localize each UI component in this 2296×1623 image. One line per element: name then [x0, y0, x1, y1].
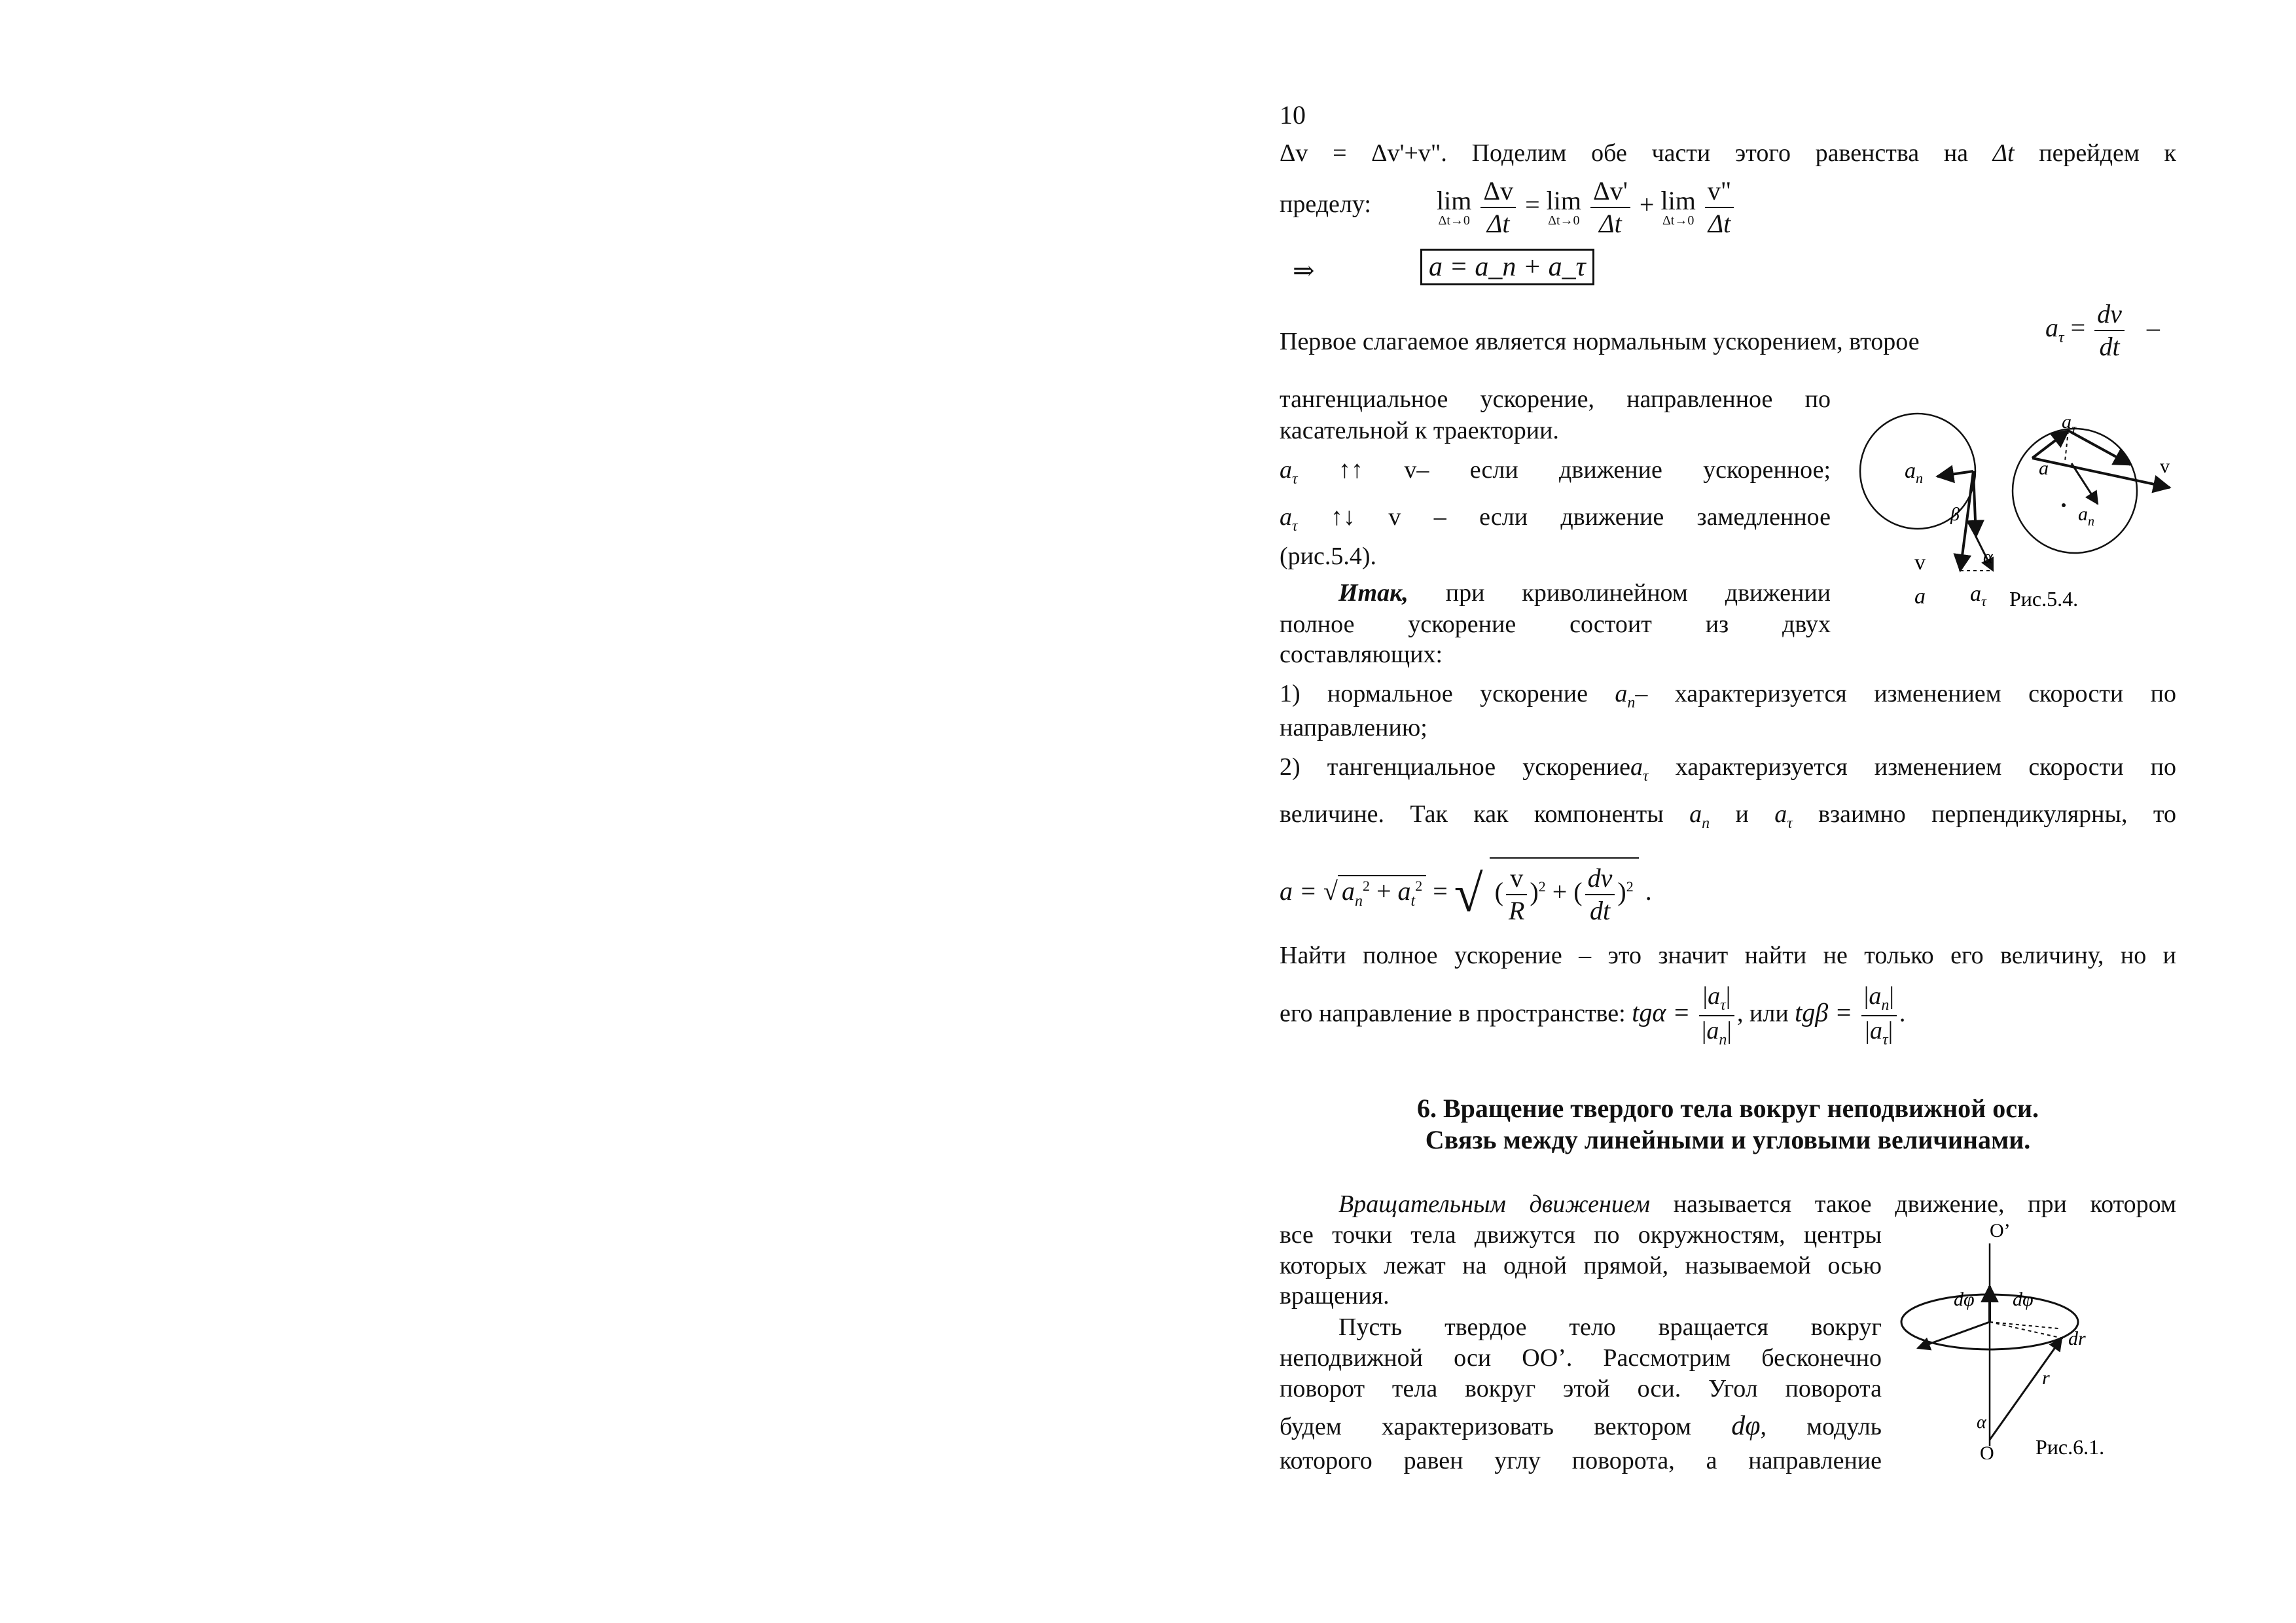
limit-line [1280, 190, 1371, 220]
label-alpha: α [1983, 547, 1993, 567]
text-fragment: Первое слагаемое является нормальным ускорением, второе [1280, 328, 1920, 355]
paragraph-line: полное ускорение состоит из двух [1280, 611, 1831, 638]
label-beta: β [1950, 505, 1960, 525]
implies-sign: ⇒ [1293, 256, 1315, 285]
dashed-radius [1990, 1322, 2058, 1329]
fraction: $\frac{\Delta v'}{\Delta t}$ [1590, 175, 1630, 240]
accel-case-line: $a_\tau$ ↑↑ v– если движение ускоренное; [1280, 456, 1831, 488]
vector-line [2032, 431, 2068, 458]
label-dr: dr [2068, 1328, 2086, 1349]
paragraph-line: Вращательным движением называется такое движение, при котором [1338, 1190, 2176, 1218]
paragraph-line [1280, 327, 2176, 357]
tangential-formula: $a_\tau$ = $\frac{dv}{dt}$ – [2045, 299, 2160, 361]
dashed-radius [1990, 1322, 2063, 1338]
figure-caption: Рис.6.1. [2036, 1435, 2105, 1459]
fraction: $\frac{v"}{\Delta t}$ [1705, 175, 1734, 240]
list-item-continuation: направлению; [1280, 714, 1427, 741]
radius-vector [1918, 1322, 1990, 1348]
label-at: $a_\tau$ [1970, 582, 1986, 609]
label-v: v [1914, 550, 1926, 575]
dashed-guide [2065, 431, 2068, 461]
list-item-continuation: величине. Так как компоненты $a_n$ и $a_\tau$ взаимно перпендикулярны, то [1280, 800, 2177, 832]
label-o: O [1980, 1442, 1994, 1459]
label-at: $a_\tau$ [2062, 411, 2077, 437]
figure-5-4 [1842, 399, 2176, 609]
label-dphi: dφ [2013, 1289, 2034, 1310]
paragraph-line: поворот тела вокруг этой оси. Угол поворота [1280, 1375, 1882, 1402]
paragraph-line: будем характеризовать вектором dφ, модуль [1280, 1411, 1882, 1441]
label-o-prime: O’ [1990, 1224, 2011, 1241]
label-an: $a_n$ [2078, 503, 2094, 529]
figure-caption: Рис.5.4. [2009, 587, 2079, 609]
paragraph-line [1280, 139, 2176, 169]
text-fragment: Δt [1992, 139, 2015, 167]
center-dot [2062, 503, 2066, 507]
text-fragment: перейдем к [2039, 139, 2177, 167]
acceleration-vector [1960, 471, 1973, 571]
text-fragment: пределу: [1280, 190, 1371, 218]
label-a: a [1914, 584, 1926, 609]
vector-line [2032, 458, 2170, 488]
figure-6-1 [1892, 1224, 2134, 1459]
lim-operator: lim Δt→0 [1660, 186, 1696, 228]
vector-line [2068, 431, 2130, 465]
label-an: $a_n$ [1905, 459, 1923, 486]
book-page [1280, 92, 2176, 1558]
paragraph-line: касательной к траектории. [1280, 417, 1559, 444]
label-r: r [2042, 1367, 2050, 1389]
list-item: 2) тангенциальное ускорениеa$_\tau$ характеризуется изменением скорости по [1280, 753, 2176, 785]
paragraph-line: составляющих: [1280, 641, 1443, 668]
label-v: v [2160, 455, 2170, 477]
list-item: 1) нормальное ускорение $a_n-$ характеризуется изменением скорости по [1280, 680, 2176, 711]
normal-acceleration-vector [1937, 471, 1973, 476]
paragraph-line: тангенциальное ускорение, направленное по [1280, 385, 1831, 413]
lim-operator: lim Δt→0 [1437, 186, 1472, 228]
paragraph-line: Найти полное ускорение – это значит найти не только его величину, но и [1280, 942, 2176, 969]
direction-formula-line: его направление в пространстве: tgα = $\frac{|a_\tau|}{|a_n|}$ , или tgβ = $\frac{|a_n|}{|a_\tau|}$ . [1280, 982, 1906, 1048]
page-number: 10 [1280, 100, 1306, 130]
fraction: $\frac{\Delta v}{\Delta t}$ [1480, 175, 1516, 240]
label-dphi: dφ [1954, 1289, 1975, 1310]
trajectory-circle [2013, 429, 2137, 553]
paragraph-line: Итак, при криволинейном движении [1338, 579, 1831, 607]
lim-operator: lim Δt→0 [1546, 186, 1581, 228]
paragraph-line: которых лежат на одной прямой, называемой осью [1280, 1252, 1882, 1279]
velocity-equation: Δv = Δv'+v". [1280, 139, 1447, 167]
paragraph-line: которого равен углу поворота, а направление [1280, 1447, 1882, 1474]
r-vector [1990, 1338, 2062, 1440]
section-title: 6. Вращение твердого тела вокруг неподвижной оси. [1417, 1094, 2039, 1123]
section-subtitle: Связь между линейными и угловыми величинами. [1425, 1125, 2031, 1154]
figure-reference: (рис.5.4). [1280, 543, 1377, 570]
text-fragment: Поделим обе части этого равенства на [1471, 139, 1969, 167]
boxed-equation: a = a_n + a_τ [1420, 249, 1594, 285]
label-alpha: α [1977, 1412, 1986, 1433]
decel-case-line: $a_\tau$ ↑↓ v – если движение замедленное [1280, 503, 1831, 535]
paragraph-line: неподвижной оси ОО’. Рассмотрим бесконечно [1280, 1344, 1882, 1372]
limit-formula: lim Δt→0 $\frac{\Delta v}{\Delta t}$ = lim Δt→0 $\frac{\Delta v'}{\Delta t}$ + lim Δt→0 $\frac{v"}{\Delta t}$ [1437, 175, 1736, 240]
velocity-vector [1973, 471, 1976, 537]
paragraph-line: все точки тела движутся по окружностям, центры [1280, 1221, 1882, 1249]
paragraph-line: вращения. [1280, 1282, 1390, 1310]
paragraph-line: Пусть твердое тело вращается вокруг [1338, 1313, 1882, 1341]
label-a: a [2039, 457, 2049, 479]
total-acceleration-formula: a = √ $a_n^2 + a_t^2$ = √ ( $\frac{v}{R}$ )$^2$ + ( $\frac{dv}{dt}$ )$^2$ . [1280, 857, 1652, 931]
